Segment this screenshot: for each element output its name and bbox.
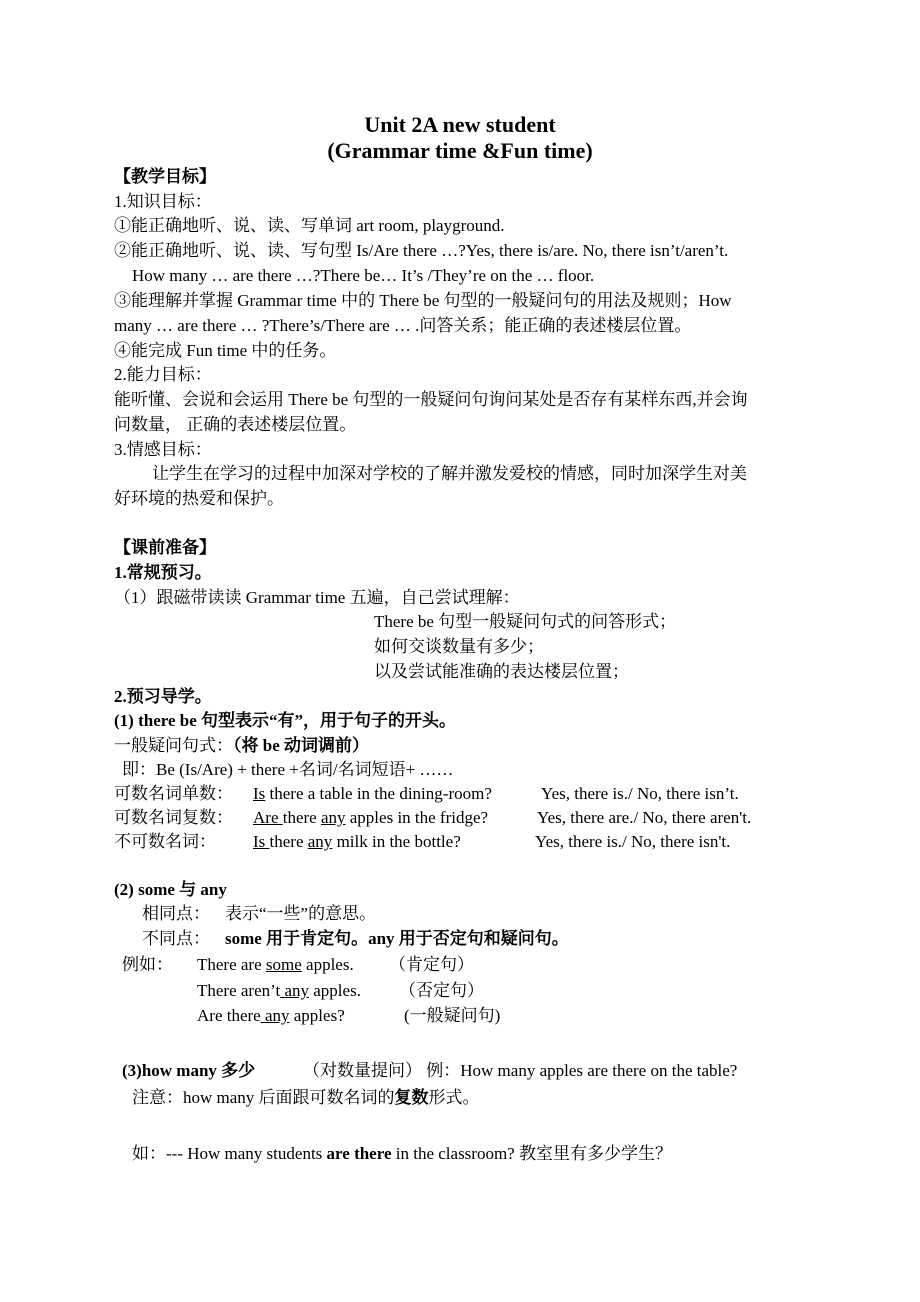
question-form-line [114, 735, 369, 757]
routine-preview-title: 1.常规预习。 [114, 563, 212, 582]
there-be-title: (1) there be 句型表示“有”，用于句子的开头。 [114, 711, 457, 730]
same-text: 表示“一些”的意思。 [225, 904, 377, 923]
knowledge-title: 1.知识目标： [114, 192, 212, 211]
example-negative: There aren’t any apples. [197, 981, 361, 1000]
question-form-rule: （将 be 动词调前） [233, 736, 369, 755]
same-label: 相同点： [142, 904, 210, 923]
routine-preview-line: （1）跟磁带读读 Grammar time 五遍，自己尝试理解： [114, 588, 520, 607]
knowledge-item-3-cont: many … are there … ?There’s/There are … .问答关系；能正确的表述楼层位置。 [114, 316, 692, 335]
emotion-text-cont: 好环境的热爱和保护。 [114, 489, 284, 508]
row-singular-label: 可数名词单数： [114, 784, 233, 803]
knowledge-item-3: ③能理解并掌握 Grammar time 中的 There be 句型的一般疑问句的用法及规则；How [114, 291, 732, 310]
row-singular-question: Is there a table in the dining-room? [253, 784, 492, 803]
example-affirmative-note: （肯定句） [389, 955, 474, 974]
routine-preview-a: There be 句型一般疑问句式的问答形式； [374, 612, 677, 631]
example-label: 例如： [122, 955, 173, 974]
row-uncountable-question: Is there any milk in the bottle? [253, 832, 461, 851]
some-any-title: (2) some 与 any [114, 880, 227, 899]
prep-heading: 【课前准备】 [114, 538, 216, 557]
example-affirmative: There are some apples. [197, 955, 354, 974]
routine-preview-c: 以及尝试能准确的表达楼层位置； [374, 662, 629, 681]
how-many-title: (3)how many 多少 [122, 1061, 256, 1080]
how-many-example: 如：--- How many students are there in the classroom? 教室里有多少学生？ [132, 1144, 672, 1163]
question-form-label: 一般疑问句式： [114, 736, 233, 755]
row-singular-answer: Yes, there is./ No, there isn’t. [541, 784, 739, 803]
how-many-rest: （对数量提问） 例：How many apples are there on the table? [303, 1061, 738, 1080]
emotion-title: 3.情感目标： [114, 440, 212, 459]
row-plural-question: Are there any apples in the fridge? [253, 808, 489, 827]
routine-preview-b: 如何交谈数量有多少； [374, 637, 544, 656]
guided-preview-title: 2.预习导学。 [114, 687, 212, 706]
row-plural-answer: Yes, there are./ No, there aren't. [537, 808, 752, 827]
page-subtitle: (Grammar time &Fun time) [327, 138, 593, 163]
how-many-note: 注意：how many 后面跟可数名词的复数形式。 [132, 1088, 480, 1107]
diff-label: 不同点： [142, 929, 210, 948]
ability-title: 2.能力目标： [114, 365, 212, 384]
objectives-heading: 【教学目标】 [114, 167, 216, 186]
diff-text: some 用于肯定句。any 用于否定句和疑问句。 [225, 929, 569, 948]
knowledge-item-2-cont: How many … are there …?There be… It’s /They’re on the … floor. [132, 266, 595, 285]
row-plural-label: 可数名词复数： [114, 808, 233, 827]
page-title: Unit 2A new student [364, 112, 556, 137]
example-question-note: (一般疑问句) [404, 1006, 501, 1025]
question-formula: 即：Be (Is/Are) + there +名词/名词短语+ …… [122, 760, 454, 779]
emotion-text: 让学生在学习的过程中加深对学校的了解并激发爱校的情感，同时加深学生对美 [152, 464, 747, 483]
row-uncountable-label: 不可数名词： [114, 832, 216, 851]
knowledge-item-2: ②能正确地听、说、读、写句型 Is/Are there …?Yes, there is/are. No, there isn’t/aren’t. [114, 241, 729, 260]
example-negative-note: （否定句） [399, 981, 484, 1000]
knowledge-item-1: ①能正确地听、说、读、写单词 art room, playground. [114, 216, 505, 235]
row-uncountable-answer: Yes, there is./ No, there isn't. [535, 832, 731, 851]
ability-text-cont: 问数量， 正确的表述楼层位置。 [114, 415, 357, 434]
example-question: Are there any apples? [197, 1006, 345, 1025]
ability-text: 能听懂、会说和会运用 There be 句型的一般疑问句询问某处是否存有某样东西,并会询 [114, 390, 748, 409]
knowledge-item-4: ④能完成 Fun time 中的任务。 [114, 341, 337, 360]
